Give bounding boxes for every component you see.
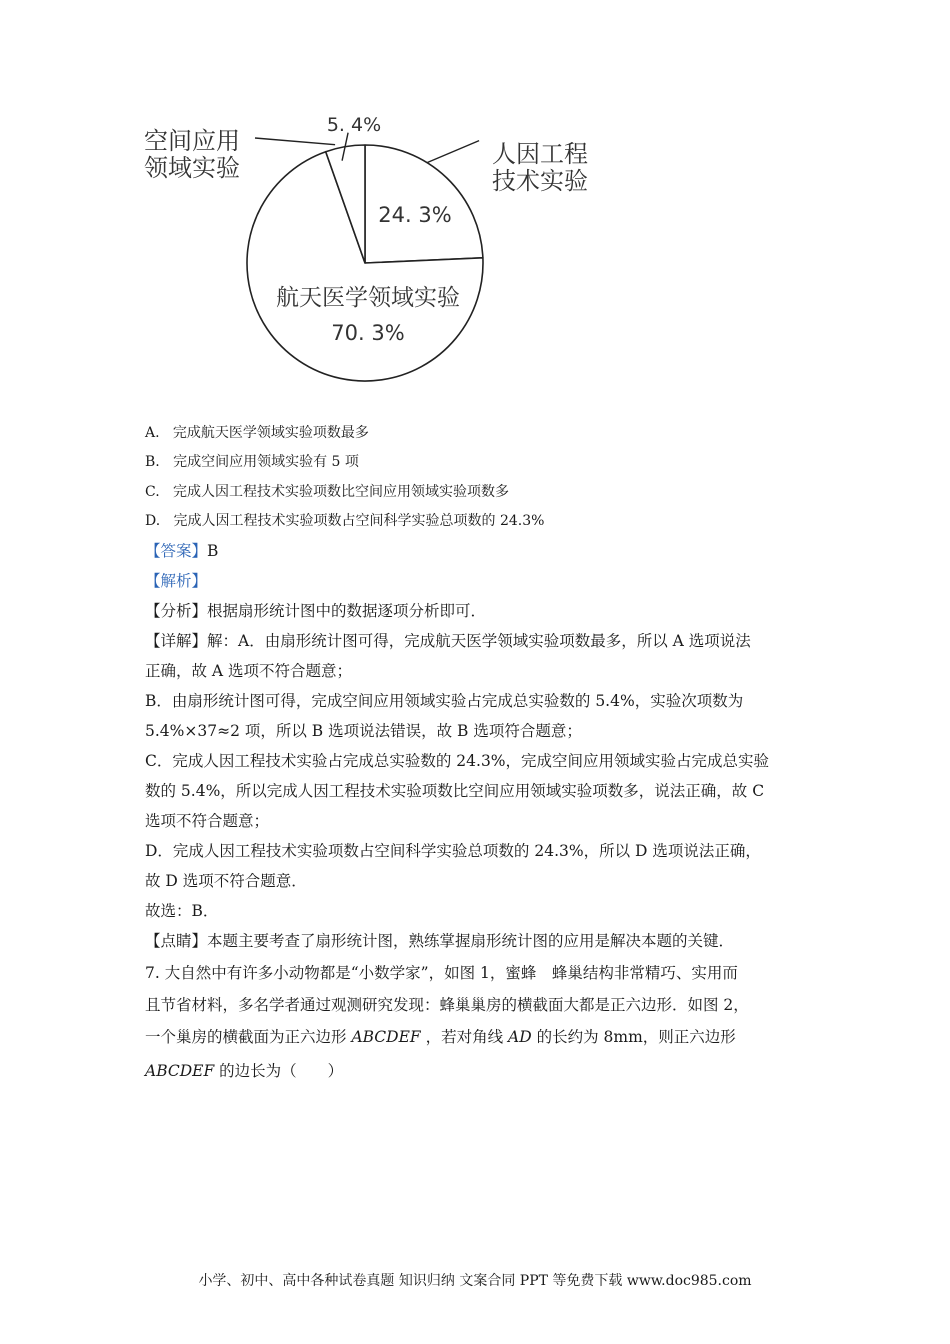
- body-line: 选项不符合题意；: [145, 812, 270, 830]
- math-hexagon-name: ABCDEF: [351, 1028, 421, 1046]
- text-run: 的长约为 8mm，则正六边形: [531, 1028, 736, 1046]
- leader-line-human-factors: [427, 141, 479, 163]
- body-line: 正确，故 A 选项不符合题意；: [145, 662, 353, 680]
- question-7-line-3: [145, 1026, 736, 1048]
- text-run: 的边长为（ ）: [214, 1062, 344, 1080]
- body-line: C．完成人因工程技术实验占完成总实验数的 24.3%，完成空间应用领域实验占完成总实验: [145, 752, 770, 770]
- question-7-line-2: 且节省材料，多名学者通过观测研究发现：蜂巢巢房的横截面大都是正六边形．如图 2，: [145, 996, 749, 1014]
- option-b: [145, 452, 359, 472]
- body-line: 数的 5.4%，所以完成人因工程技术实验项数比空间应用领域实验项数多，说法正确，故 C: [145, 782, 765, 800]
- option-text: 完成人因工程技术实验项数占空间科学实验总项数的 24.3%: [173, 513, 545, 529]
- pie-chart: [130, 100, 630, 400]
- option-a: [145, 423, 369, 443]
- body-line: 5.4%×37≈2 项，所以 B 选项说法错误，故 B 选项符合题意；: [145, 722, 582, 740]
- body-line: 【分析】根据扇形统计图中的数据逐项分析即可．: [145, 602, 487, 620]
- category-label-human-factors: 技术实验: [492, 167, 588, 195]
- value-label-human-factors: 24. 3%: [378, 203, 452, 227]
- option-text: 完成航天医学领域实验项数最多: [172, 425, 369, 441]
- category-label-space-application: 空间应用: [144, 127, 240, 155]
- question-7-line-4: [145, 1060, 343, 1082]
- option-letter: B.: [145, 454, 160, 470]
- category-label-space-application: 领域实验: [144, 154, 240, 182]
- text-run: 一个巢房的横截面为正六边形: [145, 1028, 352, 1046]
- option-text: 完成人因工程技术实验项数比空间应用领域实验项数多: [173, 484, 510, 500]
- answer-value: B: [207, 542, 219, 560]
- body-line: 【详解】解：A．由扇形统计图可得，完成航天医学领域实验项数最多，所以 A 选项说法: [145, 632, 751, 650]
- body-line: 【点睛】本题主要考查了扇形统计图，熟练掌握扇形统计图的应用是解决本题的关键．: [145, 932, 735, 950]
- option-letter: C.: [145, 484, 160, 500]
- value-label-space-medicine: 70. 3%: [331, 321, 405, 345]
- answer-tag: 【答案】: [145, 542, 208, 560]
- option-letter: D.: [145, 513, 161, 529]
- answer-line: [145, 540, 218, 562]
- question-7-line-1: 7. 大自然中有许多小动物都是“小数学家”，如图 1，蜜蜂 蜂巢结构非常精巧、实用而: [145, 964, 738, 982]
- body-line: D．完成人因工程技术实验项数占空间科学实验总项数的 24.3%，所以 D 选项说法正确，: [145, 842, 761, 860]
- option-d: [145, 511, 544, 531]
- math-diagonal-name: AD: [508, 1028, 532, 1046]
- text-run: ，若对角线: [420, 1028, 509, 1046]
- math-hexagon-name: ABCDEF: [145, 1062, 215, 1080]
- option-text: 完成空间应用领域实验有 5 项: [173, 454, 359, 470]
- category-label-human-factors: 人因工程: [492, 140, 588, 168]
- body-line: 故 D 选项不符合题意．: [145, 872, 307, 890]
- body-line: B．由扇形统计图可得，完成空间应用领域实验占完成总实验数的 5.4%，实验次项数为: [145, 692, 744, 710]
- category-label-space-medicine: 航天医学领域实验: [276, 285, 460, 311]
- option-c: [145, 482, 509, 502]
- analysis-tag: 【解析】: [145, 572, 208, 590]
- value-label-space-application: 5. 4%: [326, 114, 382, 136]
- option-letter: A.: [145, 425, 160, 441]
- leader-line-space-application: [255, 138, 335, 145]
- footer-banner: 小学、初中、高中各种试卷真题 知识归纳 文案合同 PPT 等免费下载 www.doc985.com: [198, 1273, 752, 1289]
- body-line: 故选：B．: [145, 902, 219, 920]
